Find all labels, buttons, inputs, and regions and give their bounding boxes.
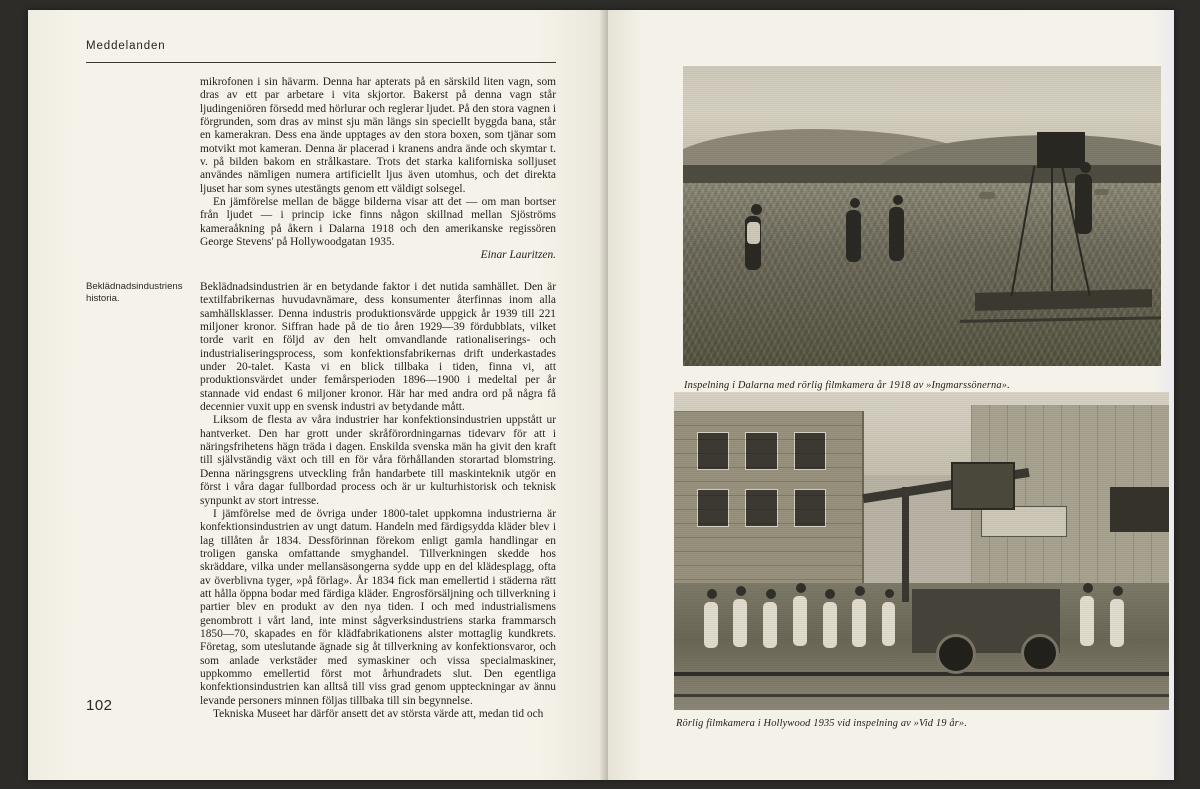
person xyxy=(704,602,718,648)
person-head xyxy=(1083,583,1093,593)
paragraph: Liksom de flesta av våra industrier har konfektionsindustrien uppstått ur hantverket. Den har grott under skråförordningarnas tidevarv för att i näringsfrihetens hägn träda i dagen. Enskilda svenska män ha givit den kraft till självständig växt och till en för våra förhållanden storartad blomstring. Denna näringsgrens utveckling från handarbete till maskinteknik utgör en först i våra dagar fullbordad process och är ur kulturhistorisk och teknisk synpunkt av stort intresse. xyxy=(200,414,556,507)
running-head: Meddelanden xyxy=(86,40,166,52)
paragraph: Beklädnadsindustrien är en betydande faktor i det nutida samhället. Den är textilfabrikernas huvudavnämare, dess konsumenter återfinnas inom alla samhällsklasser. Denna industris produktionsvärde uppgick år 1939 till 221 miljoner kronor. Siffran hade på de tio åren 1929—39 fördubblats, vilket torde varit en följd av den helt omvandlande rationaliserings- och industrialiseringsprocess, som konfektionsfabrikernas drift underkastades under 20-talet. Kasta vi en blick tillbaka i tiden, finna vi, att produktionsvärdet under femårsperioden 1896—1900 i medeltal per år stannade vid endast 6 miljoner kronor. Här har med andra ord på några få decennier vuxit upp en svensk industri av betydande mått. xyxy=(200,281,556,414)
person xyxy=(1110,599,1124,647)
animal xyxy=(1094,189,1109,195)
person-head xyxy=(1080,162,1091,173)
photo-hollywood-1935 xyxy=(674,392,1169,710)
shop-sign xyxy=(981,506,1067,537)
wheel xyxy=(1021,634,1059,672)
person xyxy=(823,602,837,648)
paragraph: Tekniska Museet har därför ansett det av största värde att, medan tid och xyxy=(213,708,544,720)
page-number: 102 xyxy=(86,697,113,714)
paragraph: mikrofonen i sin hävarm. Denna har apterats på en särskild liten vagn, som dras av ett par arbetare i vita skjortor. Bakerst på denna vagn står ljudingeniören försedd med hörlurar och reglerar ljudet. På den stora vagnen i förgrunden, som dras av minst sju män längs sin speciellt byggda bana, står en kamerakran. Dess ena ände upptages av den stora boxen, som tjänar som motvikt mot kameran. Denna är placerad i kranens andra ände och skymtar t. v. på bilden bakom en strålkastare. Trots det starka kaliforniska solljuset användes nämligen numera artificiellt ljus även utomhus, och det direkta ljuset har som synes utestängts genom ett väldigt solsegel. xyxy=(200,76,556,195)
building xyxy=(674,411,864,589)
wheel xyxy=(936,634,976,674)
person-head xyxy=(796,583,806,593)
person xyxy=(846,210,861,262)
camera-platform xyxy=(975,289,1152,311)
window xyxy=(745,489,777,527)
photo-dalarna-1918 xyxy=(683,66,1161,366)
paragraph: En jämförelse mellan de bägge bilderna visar att det — om man bortser från ljudet — i princip icke finns någon skillnad mellan Sjöströms kameraåkning på åkern i Dalarna 1918 och den amerikanske regissören George Stevens' på Hollywoodgatan 1935. xyxy=(200,196,556,249)
film-camera xyxy=(1037,132,1085,168)
figure-caption: Rörlig filmkamera i Hollywood 1935 vid inspelning av »Vid 19 år». xyxy=(676,718,967,729)
left-page xyxy=(28,10,608,780)
header-rule xyxy=(86,62,556,63)
window xyxy=(794,489,826,527)
animal xyxy=(979,192,995,199)
person-head xyxy=(1113,586,1123,596)
person-head xyxy=(751,204,762,215)
camera-crane-platform xyxy=(951,462,1014,511)
person xyxy=(889,207,904,261)
person-head xyxy=(885,589,894,598)
person-shirt xyxy=(747,222,760,244)
window xyxy=(745,432,777,470)
tripod-leg xyxy=(1051,165,1053,291)
person xyxy=(1080,596,1094,646)
camera-crane-mast xyxy=(902,487,909,601)
marginal-note: Beklädnadsindustriens historia. xyxy=(86,281,183,304)
person xyxy=(852,599,866,647)
camera-track xyxy=(674,694,1169,697)
street-sign xyxy=(1110,487,1169,532)
person-head xyxy=(707,589,717,599)
paragraph: I jämförelse med de övriga under 1800-talet uppkomna industrierna är konfektionsindustrien av ungt datum. Handeln med färdigsydda kläder blev i lag tillåten år 1834. Dessförinnan förekom enligt gamla handlingar en troligen ganska omfattande smyghandel. Tillverkningen skedde hos skräddare, vilka under mellansäsongerna sydde upp en del klädesplagg, ofta av överblivna tyger, »på förlag». År 1834 fick man emellertid i städerna rätt att hålla öppna bodar med färdiga kläder. Engrosförsäljning och tillverkning i partier blev en produkt av den nya tiden. I och med industrialismens genombrott i vårt land, inte minst sågverksindustriens starka frammarsch 1850—70, skapades en för klädfabrikationens alster mottaglig kundkrets. Företag, som uteslutande ägnade sig åt tillverkning av konfektionsvaror, och som anlade verkstäder med symaskiner och vissa specialmaskiner, uppkommo emellertid först mot århundradets slut. Den egentliga konfektionsindustrien kan alltså till viss grad genom uppteckningar av ännu levande personers minnen följas tillbaka till sin begynnelse. xyxy=(200,507,556,707)
window xyxy=(697,489,729,527)
person xyxy=(1075,174,1092,234)
article-body-top xyxy=(200,76,556,263)
article-body-bottom xyxy=(200,281,556,721)
camera-track xyxy=(674,672,1169,676)
person xyxy=(793,596,807,646)
book-spread xyxy=(28,10,1174,780)
article-signature: Einar Lauritzen. xyxy=(480,249,556,262)
window xyxy=(794,432,826,470)
person xyxy=(763,602,777,648)
window xyxy=(697,432,729,470)
figure-caption: Inspelning i Dalarna med rörlig filmkamera år 1918 av »Ingmarssönerna». xyxy=(684,380,1010,391)
person xyxy=(733,599,747,647)
person xyxy=(882,602,895,646)
